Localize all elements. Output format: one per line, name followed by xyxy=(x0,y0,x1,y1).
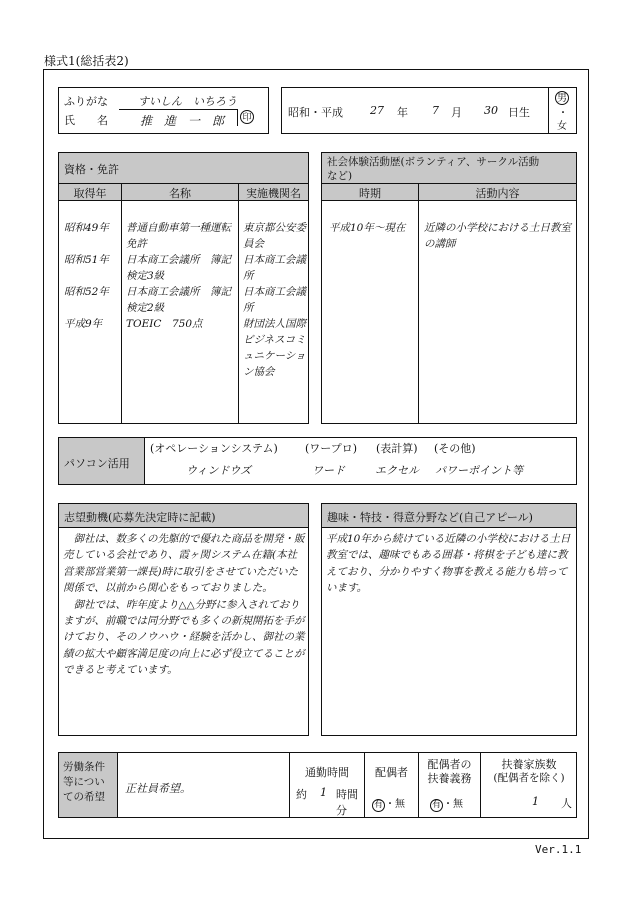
pc-cat-os: (オペレーションシステム) xyxy=(150,442,278,455)
gender-female: 女 xyxy=(557,121,567,132)
social-period-1: 平成10年～現在 xyxy=(329,222,406,234)
birth-year-unit: 年 xyxy=(397,106,408,119)
pc-label: パソコン活用 xyxy=(64,457,130,470)
pc-cat-wp: (ワープロ) xyxy=(305,442,358,455)
name-value: 推 進 一 郎 xyxy=(140,114,225,128)
gender-male xyxy=(555,91,569,105)
spouse-no: ・無 xyxy=(385,799,405,810)
motivation-text: 御社は、数多くの先駆的で優れた商品を開発・販売している会社であり、霞ヶ関システム在籍(本社営業部営業第一課長)時に取引をさせていただいた関係で、以前から関心をもっておりました。 御社では、昨年度より△△分野に参入されておりますが、前職では同分野でも多くの新規開拓を手がけており、そのノウハウ・経験を活かし、御社の業績の拡大や顧客満足度の向上に必ず役立てることができると考えています。 xyxy=(63,533,305,677)
name-label: 氏 名 xyxy=(64,114,108,127)
furigana-label: ふりがな xyxy=(64,95,108,108)
spouse-options xyxy=(372,795,405,812)
seal-mark xyxy=(240,110,254,124)
qual-name-2: 日本商工会議所 簿記検定3級 xyxy=(126,254,231,282)
birth-era: 昭和・平成 xyxy=(288,106,343,119)
social-content-1: 近隣の小学校における土日教室の講師 xyxy=(424,222,571,250)
gender-male-text: 男 xyxy=(557,93,567,104)
support-title-2: 扶養義務 xyxy=(427,772,472,785)
conditions-value: 正社員希望。 xyxy=(125,782,191,795)
conditions-label: 労働条件等についての希望 xyxy=(63,761,105,803)
commute-hours-unit: 時間 xyxy=(336,788,358,801)
dependents-title-1: 扶養家族数 xyxy=(501,758,557,771)
dependents-unit: 人 xyxy=(561,797,572,810)
birth-month-unit: 月 xyxy=(451,106,462,119)
furigana-value: すいしん いちろう xyxy=(138,95,237,108)
col-header-period: 時期 xyxy=(359,187,381,200)
col-header-org: 実施機関名 xyxy=(246,187,301,200)
hobby-text: 平成10年から続けている近隣の小学校における土日教室では、趣味でもある囲碁・将棋を子ども達に教えており、分かりやすく物事を教える能力も培っています。 xyxy=(326,533,571,595)
qual-org-1: 東京都公安委員会 xyxy=(243,222,306,250)
seal-char: 印 xyxy=(242,113,252,123)
commute-title: 通勤時間 xyxy=(305,766,349,779)
birth-day-unit: 日生 xyxy=(508,106,530,119)
name-underline xyxy=(119,109,238,126)
spouse-title: 配偶者 xyxy=(375,766,408,779)
qual-org-4: 財団法人国際ビジネスコミュニケーション協会 xyxy=(243,318,306,378)
pc-val-other: パワーポイント等 xyxy=(435,464,523,477)
qual-name-1: 普通自動車第一種運転免許 xyxy=(126,222,231,250)
support-no: ・無 xyxy=(443,799,463,810)
pc-cat-sheet: (表計算) xyxy=(376,442,418,455)
gender-dot: ・ xyxy=(558,108,568,119)
col-header-content: 活動内容 xyxy=(475,187,520,200)
col-header-year: 取得年 xyxy=(73,187,107,200)
pc-val-wp: ワード xyxy=(312,464,345,477)
col-header-name: 名称 xyxy=(169,187,191,200)
qual-name-4: TOEIC 750点 xyxy=(126,318,203,330)
dependents-title-2: (配偶者を除く) xyxy=(493,772,565,784)
commute-minutes-unit: 分 xyxy=(336,804,347,817)
qual-year-1: 昭和49年 xyxy=(64,222,109,234)
dependents-count: 1 xyxy=(532,795,539,808)
spouse-yes: 有 xyxy=(373,800,383,810)
pc-cat-other: (その他) xyxy=(434,442,476,455)
social-title-2: など) xyxy=(327,170,353,182)
form-id: 様式1(総括表2) xyxy=(44,54,129,68)
qual-year-3: 昭和52年 xyxy=(64,286,109,298)
social-title-1: 社会体験活動歴(ボランティア、サークル活動 xyxy=(327,156,540,168)
motivation-title: 志望動機(応募先決定時に記載) xyxy=(64,511,216,524)
qual-year-2: 昭和51年 xyxy=(64,254,109,266)
support-yes: 有 xyxy=(431,800,441,810)
hobby-title: 趣味・特技・得意分野など(自己アピール) xyxy=(327,511,533,524)
commute-hours: 1 xyxy=(320,786,327,799)
pc-val-sheet: エクセル xyxy=(375,464,419,477)
birth-year: 27 xyxy=(370,104,384,117)
pc-val-os: ウィンドウズ xyxy=(186,464,252,477)
birth-month: 7 xyxy=(432,104,439,117)
support-title-1: 配偶者の xyxy=(427,758,472,771)
birth-day: 30 xyxy=(484,104,498,117)
qual-org-2: 日本商工会議所 xyxy=(243,254,306,282)
commute-prefix: 約 xyxy=(296,788,307,801)
qual-name-3: 日本商工会議所 簿記検定2級 xyxy=(126,286,231,314)
qualifications-title: 資格・免許 xyxy=(64,163,119,176)
qual-year-4: 平成9年 xyxy=(64,318,103,330)
qual-org-3: 日本商工会議所 xyxy=(243,286,306,314)
support-options xyxy=(430,795,463,812)
version: Ver.1.1 xyxy=(535,843,582,856)
